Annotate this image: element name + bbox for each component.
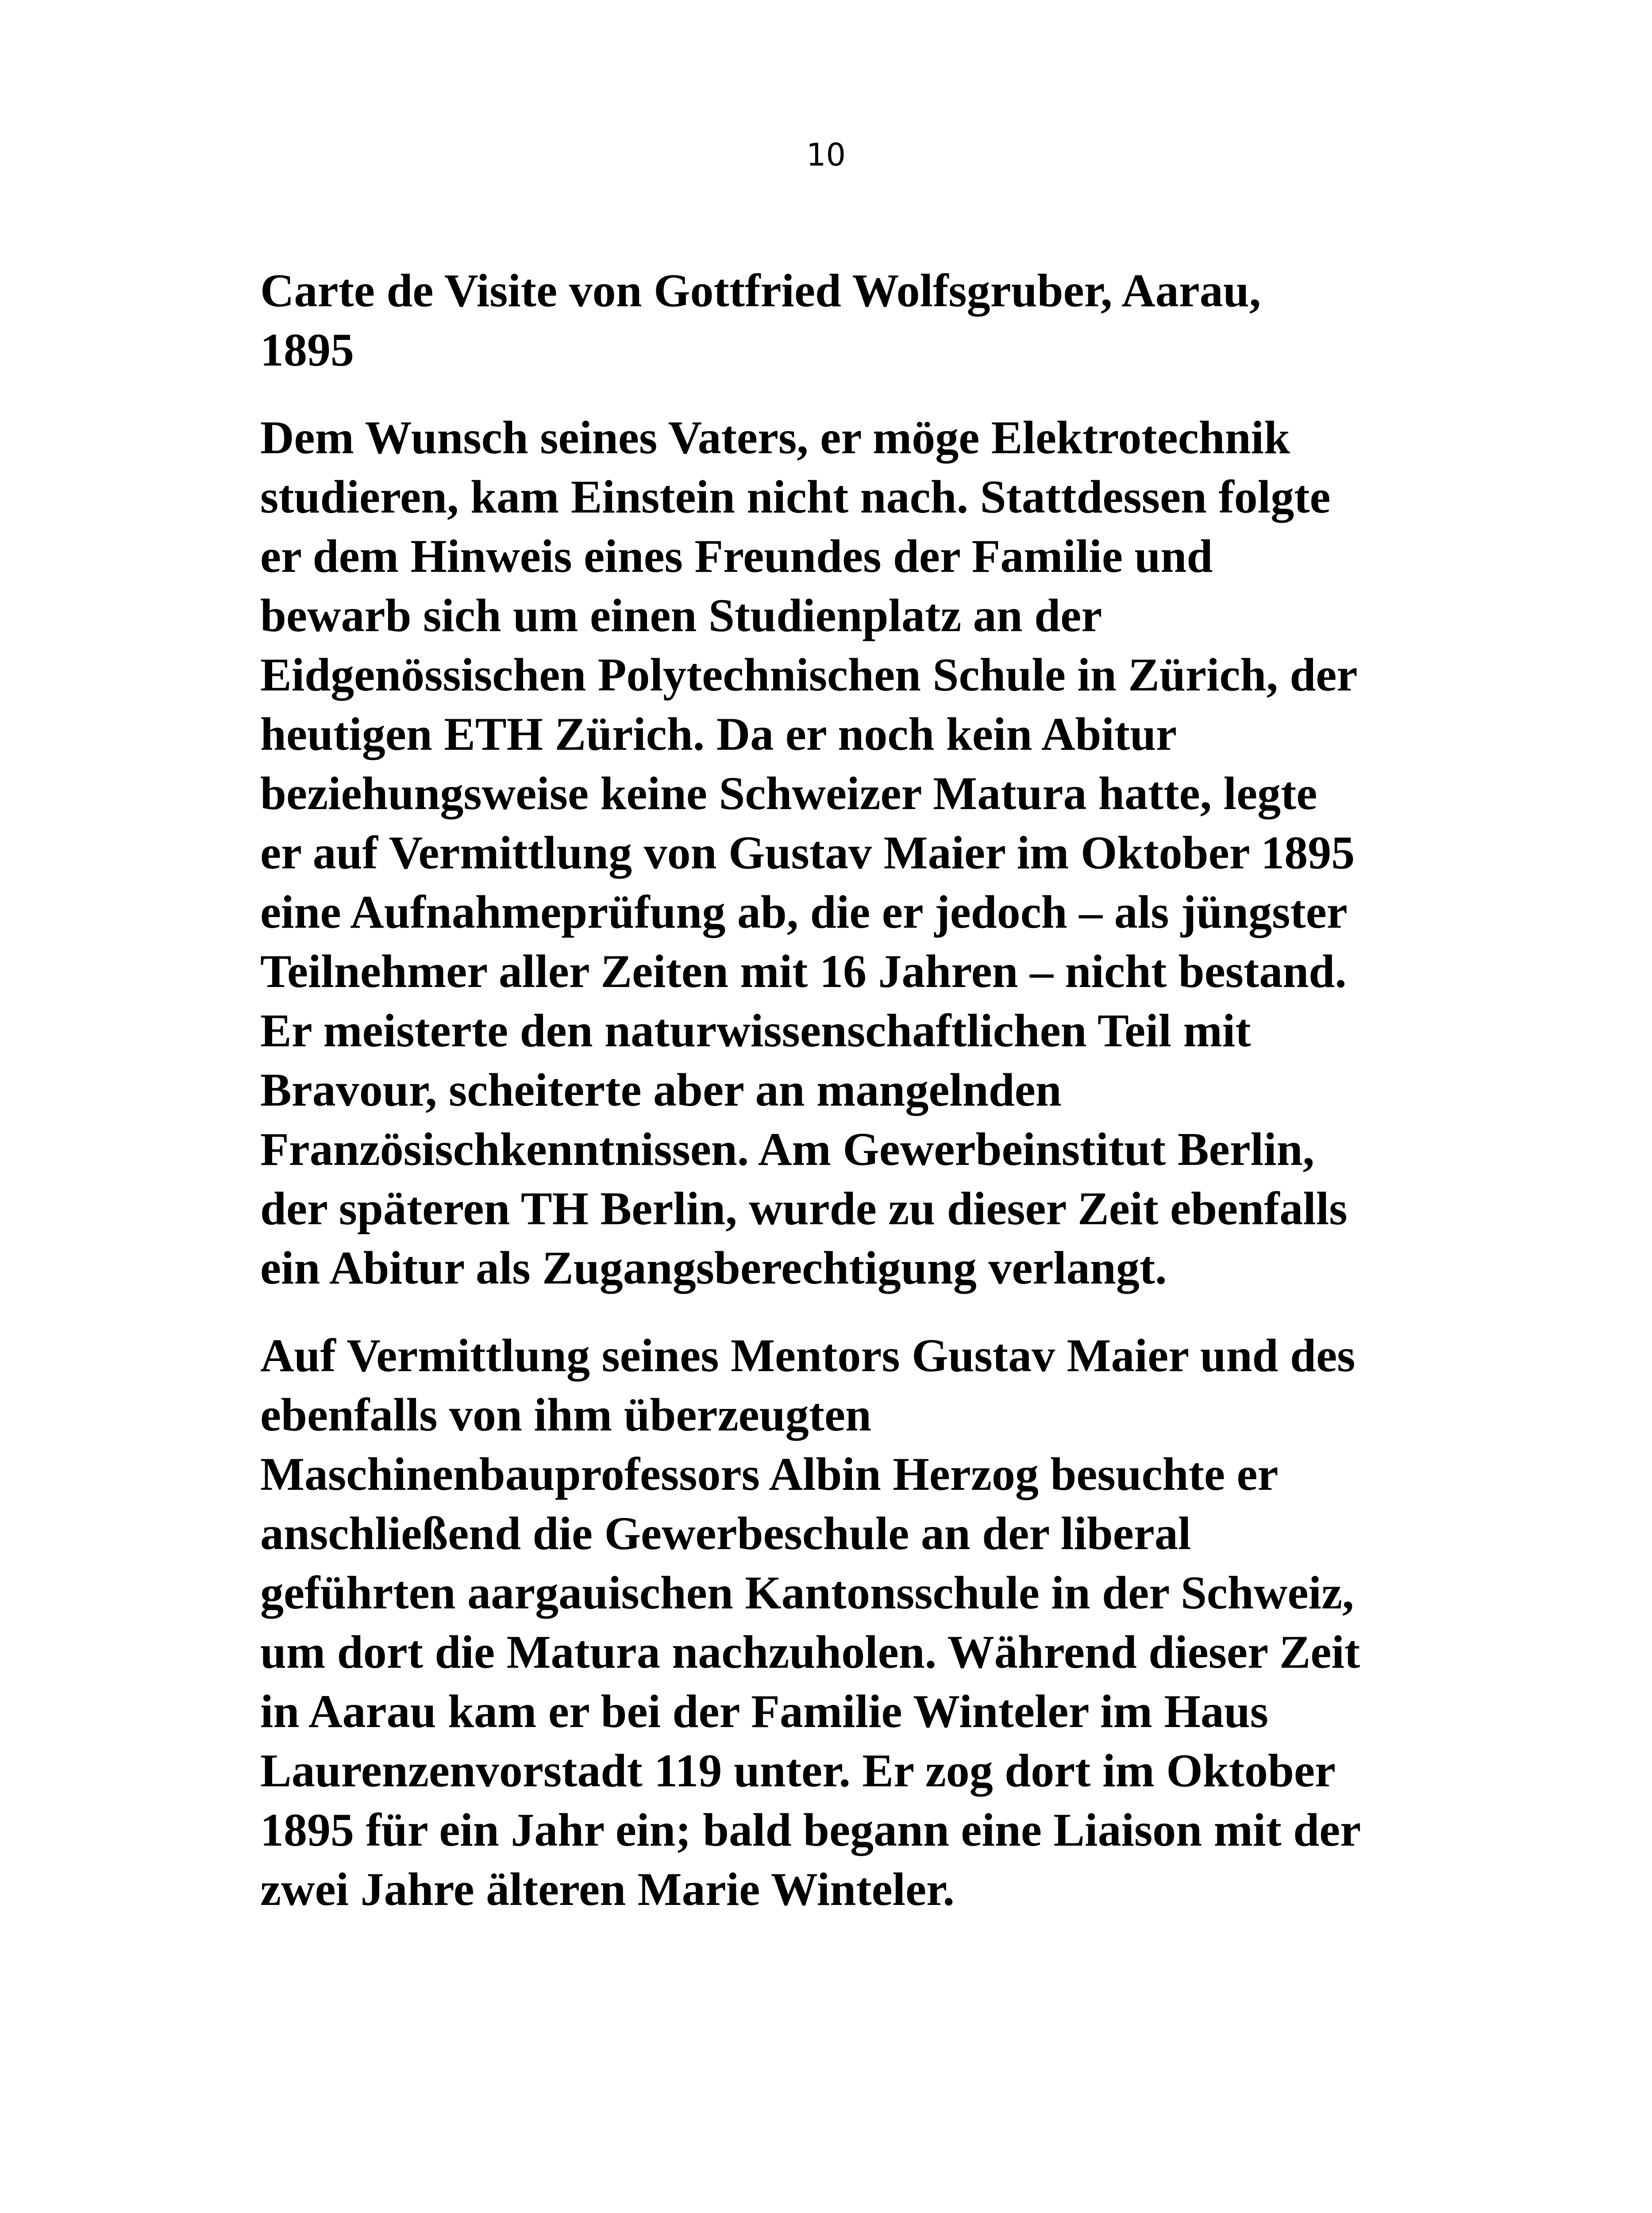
text-line: Er meisterte den naturwissenschaftlichen Teil mit: [260, 1005, 1251, 1056]
text-line: um dort die Matura nachzuholen. Während dieser Zeit: [260, 1626, 1360, 1678]
text-line: bewarb sich um einen Studienplatz an der: [260, 590, 1102, 641]
text-line: Französischkenntnissen. Am Gewerbeinstitut Berlin,: [260, 1123, 1315, 1175]
document-body: [260, 261, 1393, 1947]
caption-line: 1895: [260, 324, 354, 376]
text-line: heutigen ETH Zürich. Da er noch kein Abitur: [260, 708, 1177, 760]
text-line: eine Aufnahmeprüfung ab, die er jedoch – als jüngster: [260, 886, 1348, 938]
text-line: zwei Jahre älteren Marie Winteler.: [260, 1863, 955, 1915]
text-line: ein Abitur als Zugangsberechtigung verlangt.: [260, 1242, 1167, 1294]
text-line: Teilnehmer aller Zeiten mit 16 Jahren – nicht bestand.: [260, 945, 1347, 997]
text-line: Auf Vermittlung seines Mentors Gustav Maier und des: [260, 1330, 1355, 1381]
text-line: geführten aargauischen Kantonsschule in der Schweiz,: [260, 1567, 1354, 1619]
paragraph-study-application: [260, 408, 1393, 1298]
text-line: anschließend die Gewerbeschule an der liberal: [260, 1507, 1191, 1559]
image-caption: [260, 261, 1393, 380]
text-line: der späteren TH Berlin, wurde zu dieser Zeit ebenfalls: [260, 1183, 1348, 1234]
text-line: in Aarau kam er bei der Familie Winteler im Haus: [260, 1685, 1269, 1737]
text-line: Bravour, scheiterte aber an mangelnden: [260, 1064, 1062, 1116]
text-line: Laurenzenvorstadt 119 unter. Er zog dort im Oktober: [260, 1745, 1336, 1797]
text-line: Eidgenössischen Polytechnischen Schule in Zürich, der: [260, 649, 1358, 701]
text-line: 1895 für ein Jahr ein; bald begann eine Liaison mit der: [260, 1804, 1361, 1856]
text-line: er auf Vermittlung von Gustav Maier im Oktober 1895: [260, 827, 1355, 879]
text-line: Dem Wunsch seines Vaters, er möge Elektrotechnik: [260, 412, 1290, 463]
text-line: beziehungsweise keine Schweizer Matura hatte, legte: [260, 767, 1317, 819]
text-line: Maschinenbauprofessors Albin Herzog besuchte er: [260, 1448, 1278, 1500]
text-line: ebenfalls von ihm überzeugten: [260, 1389, 871, 1441]
text-line: studieren, kam Einstein nicht nach. Stattdessen folgte: [260, 471, 1331, 523]
caption-line: Carte de Visite von Gottfried Wolfsgruber, Aarau,: [260, 265, 1261, 316]
paragraph-aarau: [260, 1326, 1393, 1919]
page-number: 10: [806, 137, 846, 173]
text-line: er dem Hinweis eines Freundes der Familie und: [260, 530, 1213, 582]
